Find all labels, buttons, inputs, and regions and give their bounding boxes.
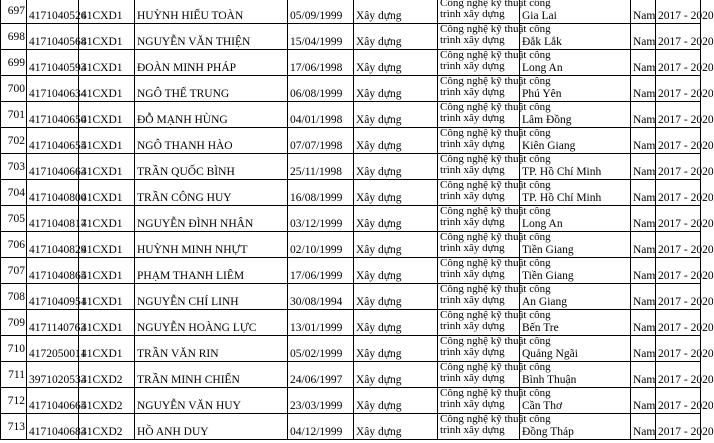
faculty: Xây dựng bbox=[354, 0, 438, 24]
gender: Nam bbox=[631, 258, 656, 284]
table-row bbox=[1, 232, 701, 258]
date-of-birth: 30/08/1994 bbox=[288, 284, 354, 310]
major-line-1: Công nghệ kỹ thuật công bbox=[440, 231, 551, 243]
major-line-2: trình xây dựng bbox=[440, 320, 505, 332]
study-period: 2017 - 2020 bbox=[656, 76, 701, 102]
major-line-1: Công nghệ kỹ thuật công bbox=[440, 127, 551, 139]
date-of-birth: 06/08/1999 bbox=[288, 76, 354, 102]
major-line-1: Công nghệ kỹ thuật công bbox=[440, 101, 551, 113]
class-code: 41CXD1 bbox=[79, 24, 135, 50]
student-id: 4171040634 bbox=[27, 76, 79, 102]
table-body bbox=[1, 0, 714, 440]
row-number: 704 bbox=[1, 180, 27, 206]
major-line-2: trình xây dựng bbox=[440, 164, 505, 176]
class-code: 41CXD1 bbox=[79, 50, 135, 76]
major-line-2: trình xây dựng bbox=[440, 34, 505, 46]
table-row bbox=[1, 388, 701, 414]
student-id: 4171040663 bbox=[27, 154, 79, 180]
gender: Nam bbox=[631, 310, 656, 336]
table-row bbox=[1, 180, 701, 206]
gender: Nam bbox=[631, 128, 656, 154]
table-row bbox=[1, 414, 701, 440]
row-number: 712 bbox=[1, 388, 27, 414]
table-row bbox=[1, 258, 701, 284]
student-id: 4171040951 bbox=[27, 284, 79, 310]
faculty: Xây dựng bbox=[354, 50, 438, 76]
major-line-1: Công nghệ kỹ thuật công bbox=[440, 153, 551, 165]
study-period: 2017 - 2020 bbox=[656, 180, 701, 206]
table-row bbox=[1, 24, 701, 50]
faculty: Xây dựng bbox=[354, 206, 438, 232]
student-id: 4171040683 bbox=[27, 414, 79, 440]
date-of-birth: 23/03/1999 bbox=[288, 388, 354, 414]
faculty: Xây dựng bbox=[354, 180, 438, 206]
faculty: Xây dựng bbox=[354, 24, 438, 50]
major-line-1: Công nghệ kỹ thuật công bbox=[440, 179, 551, 191]
faculty: Xây dựng bbox=[354, 102, 438, 128]
major-line-1: Công nghệ kỹ thuật công bbox=[440, 75, 551, 87]
row-number: 697 bbox=[1, 0, 27, 24]
date-of-birth: 05/09/1999 bbox=[288, 0, 354, 24]
date-of-birth: 17/06/1999 bbox=[288, 258, 354, 284]
major-line-2: trình xây dựng bbox=[440, 190, 505, 202]
table-row bbox=[1, 336, 701, 362]
faculty: Xây dựng bbox=[354, 284, 438, 310]
study-period: 2017 - 2020 bbox=[656, 310, 701, 336]
student-name: NGÔ THẾ TRUNG bbox=[135, 76, 288, 102]
class-code: 41CXD1 bbox=[79, 102, 135, 128]
table-row bbox=[1, 362, 701, 388]
gender: Nam bbox=[631, 102, 656, 128]
faculty: Xây dựng bbox=[354, 414, 438, 440]
major-line-1: Công nghệ kỹ thuật công bbox=[440, 361, 551, 373]
table-row bbox=[1, 154, 701, 180]
province: Long An bbox=[520, 50, 631, 76]
major-line-1: Công nghệ kỹ thuật công bbox=[440, 257, 551, 269]
major-line-1: Công nghệ kỹ thuật công bbox=[440, 49, 551, 61]
row-number: 700 bbox=[1, 76, 27, 102]
row-number: 706 bbox=[1, 232, 27, 258]
student-id: 4171040650 bbox=[27, 102, 79, 128]
major-line-2: trình xây dựng bbox=[440, 372, 505, 384]
student-name: TRẦN QUỐC BÌNH bbox=[135, 154, 288, 180]
major-line-1: Công nghệ kỹ thuật công bbox=[440, 205, 551, 217]
study-period: 2017 - 2020 bbox=[656, 362, 701, 388]
class-code: 41CXD1 bbox=[79, 128, 135, 154]
student-name: TRẦN CÔNG HUY bbox=[135, 180, 288, 206]
major-line-2: trình xây dựng bbox=[440, 294, 505, 306]
province: Đồng Tháp bbox=[520, 414, 631, 440]
gender: Nam bbox=[631, 206, 656, 232]
row-number: 709 bbox=[1, 310, 27, 336]
table-row bbox=[1, 128, 701, 154]
major-line-2: trình xây dựng bbox=[440, 424, 505, 436]
student-name: NGUYỄN HOÀNG LỰC bbox=[135, 310, 288, 336]
class-code: 41CXD1 bbox=[79, 0, 135, 24]
class-code: 41CXD1 bbox=[79, 284, 135, 310]
gender: Nam bbox=[631, 414, 656, 440]
study-period: 2017 - 2020 bbox=[656, 388, 701, 414]
student-id: 3971020533 bbox=[27, 362, 79, 388]
table-row bbox=[1, 76, 701, 102]
major-line-2: trình xây dựng bbox=[440, 268, 505, 280]
date-of-birth: 13/01/1999 bbox=[288, 310, 354, 336]
date-of-birth: 04/12/1999 bbox=[288, 414, 354, 440]
province: Gia Lai bbox=[520, 0, 631, 24]
student-name: ĐOÀN MINH PHÁP bbox=[135, 50, 288, 76]
class-code: 41CXD2 bbox=[79, 388, 135, 414]
date-of-birth: 04/01/1998 bbox=[288, 102, 354, 128]
table-row bbox=[1, 310, 701, 336]
row-number: 710 bbox=[1, 336, 27, 362]
study-period: 2017 - 2020 bbox=[656, 0, 701, 24]
student-name: NGUYỄN ĐÌNH NHÂN bbox=[135, 206, 288, 232]
class-code: 41CXD1 bbox=[79, 258, 135, 284]
student-id: 4171040526 bbox=[27, 0, 79, 24]
date-of-birth: 07/07/1998 bbox=[288, 128, 354, 154]
date-of-birth: 24/06/1997 bbox=[288, 362, 354, 388]
study-period: 2017 - 2020 bbox=[656, 24, 701, 50]
student-id: 4171040665 bbox=[27, 388, 79, 414]
table-row bbox=[1, 50, 701, 76]
student-id: 4171140763 bbox=[27, 310, 79, 336]
row-number: 708 bbox=[1, 284, 27, 310]
study-period: 2017 - 2020 bbox=[656, 154, 701, 180]
study-period: 2017 - 2020 bbox=[656, 102, 701, 128]
row-number: 711 bbox=[1, 362, 27, 388]
student-name: NGUYỄN CHÍ LINH bbox=[135, 284, 288, 310]
table-row bbox=[1, 0, 701, 24]
class-code: 41CXD1 bbox=[79, 76, 135, 102]
class-code: 41CXD1 bbox=[79, 232, 135, 258]
student-id: 4171040829 bbox=[27, 232, 79, 258]
major bbox=[438, 153, 551, 180]
province: Cần Thơ bbox=[520, 388, 631, 414]
table-row bbox=[1, 206, 701, 232]
province: Phú Yên bbox=[520, 76, 631, 102]
province: TP. Hồ Chí Minh bbox=[520, 180, 631, 206]
date-of-birth: 05/02/1999 bbox=[288, 336, 354, 362]
faculty: Xây dựng bbox=[354, 310, 438, 336]
gender: Nam bbox=[631, 154, 656, 180]
student-id: 4171040800 bbox=[27, 180, 79, 206]
province: Tiền Giang bbox=[520, 232, 631, 258]
gender: Nam bbox=[631, 76, 656, 102]
table-row bbox=[1, 102, 701, 128]
study-period: 2017 - 2020 bbox=[656, 336, 701, 362]
row-number: 705 bbox=[1, 206, 27, 232]
major-line-1: Công nghệ kỹ thuật công bbox=[440, 283, 551, 295]
faculty: Xây dựng bbox=[354, 258, 438, 284]
date-of-birth: 16/08/1999 bbox=[288, 180, 354, 206]
province: Bình Thuận bbox=[520, 362, 631, 388]
major-line-1: Công nghệ kỹ thuật công bbox=[440, 23, 551, 35]
class-code: 41CXD1 bbox=[79, 154, 135, 180]
class-code: 41CXD1 bbox=[79, 310, 135, 336]
faculty: Xây dựng bbox=[354, 128, 438, 154]
row-number: 707 bbox=[1, 258, 27, 284]
row-number: 713 bbox=[1, 414, 27, 440]
province: Long An bbox=[520, 206, 631, 232]
date-of-birth: 03/12/1999 bbox=[288, 206, 354, 232]
study-period: 2017 - 2020 bbox=[656, 128, 701, 154]
row-number: 699 bbox=[1, 50, 27, 76]
gender: Nam bbox=[631, 50, 656, 76]
student-name: ĐỖ MẠNH HÙNG bbox=[135, 102, 288, 128]
province: An Giang bbox=[520, 284, 631, 310]
major-line-2: trình xây dựng bbox=[440, 346, 505, 358]
date-of-birth: 25/11/1998 bbox=[288, 154, 354, 180]
major-line-2: trình xây dựng bbox=[440, 86, 505, 98]
faculty: Xây dựng bbox=[354, 336, 438, 362]
date-of-birth: 02/10/1999 bbox=[288, 232, 354, 258]
student-name: TRẦN VĂN RIN bbox=[135, 336, 288, 362]
faculty: Xây dựng bbox=[354, 232, 438, 258]
major-line-2: trình xây dựng bbox=[440, 138, 505, 150]
student-name: HUỲNH MINH NHỰT bbox=[135, 232, 288, 258]
major-line-1: Công nghệ kỹ thuật công bbox=[440, 335, 551, 347]
student-id: 4171040865 bbox=[27, 258, 79, 284]
row-number: 702 bbox=[1, 128, 27, 154]
class-code: 41CXD2 bbox=[79, 414, 135, 440]
class-code: 41CXD1 bbox=[79, 336, 135, 362]
study-period: 2017 - 2020 bbox=[656, 50, 701, 76]
major-line-2: trình xây dựng bbox=[440, 216, 505, 228]
study-period: 2017 - 2020 bbox=[656, 284, 701, 310]
province: TP. Hồ Chí Minh bbox=[520, 154, 631, 180]
student-name: NGUYỄN VĂN THIỆN bbox=[135, 24, 288, 50]
gender: Nam bbox=[631, 362, 656, 388]
row-number: 698 bbox=[1, 24, 27, 50]
major-line-2: trình xây dựng bbox=[440, 242, 505, 254]
study-period: 2017 - 2020 bbox=[656, 206, 701, 232]
major-line-1: Công nghệ kỹ thuật công bbox=[440, 413, 551, 425]
major-line-2: trình xây dựng bbox=[440, 112, 505, 124]
major-line-2: trình xây dựng bbox=[440, 60, 505, 72]
province: Bến Tre bbox=[520, 310, 631, 336]
gender: Nam bbox=[631, 180, 656, 206]
student-name: NGUYỄN VĂN HUY bbox=[135, 388, 288, 414]
major-line-1: Công nghệ kỹ thuật công bbox=[440, 309, 551, 321]
major-line-2: trình xây dựng bbox=[440, 8, 505, 20]
province: Đắk Lắk bbox=[520, 24, 631, 50]
student-id: 4171040568 bbox=[27, 24, 79, 50]
row-number: 703 bbox=[1, 154, 27, 180]
faculty: Xây dựng bbox=[354, 388, 438, 414]
major bbox=[438, 179, 551, 206]
gender: Nam bbox=[631, 24, 656, 50]
major-line-2: trình xây dựng bbox=[440, 398, 505, 410]
student-id: 4171040655 bbox=[27, 128, 79, 154]
student-name: TRẦN MINH CHIẾN bbox=[135, 362, 288, 388]
province: Kiên Giang bbox=[520, 128, 631, 154]
student-name: NGÔ THANH HÀO bbox=[135, 128, 288, 154]
student-id: 4172050011 bbox=[27, 336, 79, 362]
gender: Nam bbox=[631, 336, 656, 362]
major-line-1: Công nghệ kỹ thuật công bbox=[440, 0, 551, 9]
student-id: 4171040593 bbox=[27, 50, 79, 76]
gender: Nam bbox=[631, 388, 656, 414]
faculty: Xây dựng bbox=[354, 154, 438, 180]
province: Lâm Đồng bbox=[520, 102, 631, 128]
gender: Nam bbox=[631, 0, 656, 24]
study-period: 2017 - 2020 bbox=[656, 258, 701, 284]
faculty: Xây dựng bbox=[354, 76, 438, 102]
student-id: 4171040817 bbox=[27, 206, 79, 232]
class-code: 41CXD2 bbox=[79, 362, 135, 388]
study-period: 2017 - 2020 bbox=[656, 232, 701, 258]
major-line-1: Công nghệ kỹ thuật công bbox=[440, 387, 551, 399]
student-name: HỒ ANH DUY bbox=[135, 414, 288, 440]
student-name: HUỲNH HIẾU TOÀN bbox=[135, 0, 288, 24]
study-period: 2017 - 2020 bbox=[656, 414, 701, 440]
student-name: PHẠM THANH LIÊM bbox=[135, 258, 288, 284]
row-number: 701 bbox=[1, 102, 27, 128]
class-code: 41CXD1 bbox=[79, 180, 135, 206]
province: Quảng Ngãi bbox=[520, 336, 631, 362]
table-row bbox=[1, 284, 701, 310]
gender: Nam bbox=[631, 232, 656, 258]
class-code: 41CXD1 bbox=[79, 206, 135, 232]
gender: Nam bbox=[631, 284, 656, 310]
faculty: Xây dựng bbox=[354, 362, 438, 388]
date-of-birth: 15/04/1999 bbox=[288, 24, 354, 50]
date-of-birth: 17/06/1998 bbox=[288, 50, 354, 76]
province: Tiền Giang bbox=[520, 258, 631, 284]
